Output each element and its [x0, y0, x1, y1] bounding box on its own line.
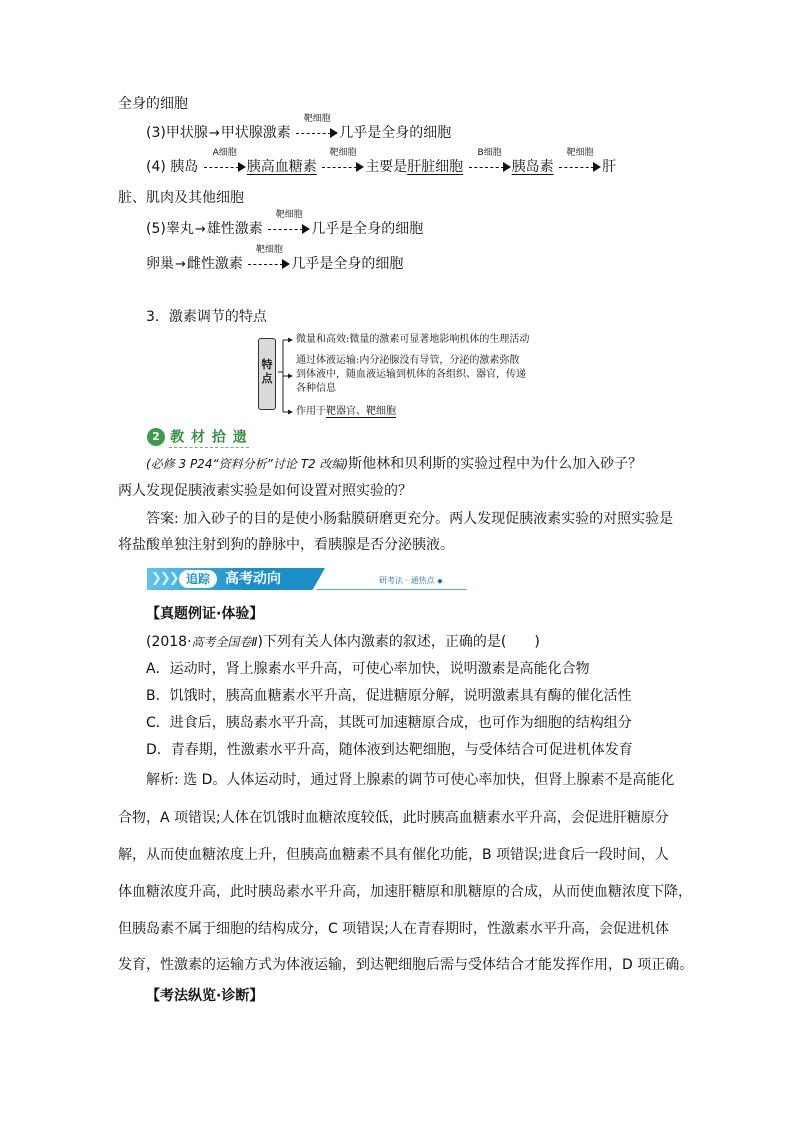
next-section-title: 【考法纵览·诊断】 [146, 988, 264, 1004]
testis-prefix: (5)睾丸 [146, 221, 194, 237]
answer-label: 答案: [146, 511, 179, 527]
feature-item-target: 作用于靶器官、靶细胞 [296, 406, 396, 417]
banner-chevrons: ❯❯❯ [151, 571, 178, 586]
textbook-answer-line2: 将盐酸单独注射到狗的静脉中，看胰腺是否分泌胰液。 [118, 537, 454, 553]
thyroid-hormone: 甲状腺激素 [220, 125, 291, 141]
analysis-line: 体血糖浓度升高，此时胰岛素水平升高，加速肝糖原和肌糖原的合成，从而使血糖浓度下降， [118, 884, 692, 900]
pancreas-prefix: (4) 胰岛 [146, 159, 199, 175]
textbook-question-line1: (必修 3 P24“资料分析”讨论 T2 改编)斯他林和贝利斯的实验过程中为什么加入砂子？ [146, 456, 643, 472]
analysis-line: 但胰岛素不属于细胞的结构成分，C 项错误;人在青春期时，性激素水平升高，会促进机体 [118, 921, 669, 937]
banner-title: 高考动向 [225, 571, 281, 587]
target-cell-arrow-icon: 靶细胞 [559, 160, 601, 174]
ovary-target: 几乎是全身的细胞 [291, 256, 404, 272]
features-box [258, 338, 276, 410]
ovary-prefix: 卵巢 [146, 256, 174, 272]
exam-source-paper: 高考全国卷Ⅱ [191, 635, 258, 649]
option-d: D．青春期，性激素水平升高，随体液到达靶细胞，与受体结合可促进机体发育 [146, 742, 633, 758]
b-cell-arrow-icon: B细胞 [469, 160, 511, 174]
target-cell-arrow-icon: 靶细胞 [322, 160, 364, 174]
glucagon-text: 胰高血糖素 [246, 159, 317, 175]
thyroid-prefix: (3)甲状腺 [146, 125, 208, 141]
diamond-icon: ◆ [437, 577, 443, 585]
banner-right-text: 研考法 · 通热点 ◆ [379, 576, 443, 585]
exam-section-title: 【真题例证·体验】 [146, 606, 264, 622]
pancreas-line [146, 148, 617, 177]
testis-target: 几乎是全身的细胞 [311, 221, 424, 237]
textbook-question-line2: 两人发现促胰液素实验是如何设置对照实验的？ [118, 483, 412, 499]
thyroid-line [146, 114, 452, 144]
analysis-line: 解析: 选 D。人体运动时，通过肾上腺素的调节可使心率加快，但肾上腺素不是高能化 [146, 772, 675, 788]
arrow-icon: → [175, 257, 186, 272]
ovary-hormone: 雌性激素 [186, 256, 243, 272]
text-line-whole-body: 全身的细胞 [118, 96, 188, 112]
features-box-label-2: 点 [261, 372, 273, 385]
a-cell-arrow-icon: A细胞 [204, 160, 246, 174]
liver-cell-text: 肝脏细胞 [407, 159, 464, 175]
textbook-answer-line1: 答案: 加入砂子的目的是使小肠黏膜研磨更充分。两人发现促胰液素实验的对照实验是 [146, 511, 674, 527]
features-box-label-1: 特 [261, 358, 273, 371]
arrow-icon: → [194, 222, 206, 237]
target-cell-arrow-icon: 靶细胞 [268, 222, 310, 236]
target-cell-arrow-icon [296, 114, 338, 140]
option-b: B．饥饿时，胰高血糖素水平升高，促进糖原分解，说明激素具有酶的催化活性 [146, 688, 632, 704]
ovary-line [146, 245, 404, 275]
exam-trend-banner [147, 566, 467, 592]
banner-tag: 追踪 [179, 570, 217, 588]
feature-item-transport: 通过体液运输:内分泌腺没有导管，分泌的激素弥散 到体液中，随血液运输到机体的各组织、器官，传递 各种信息 [296, 355, 526, 394]
features-heading: 3．激素调节的特点 [146, 309, 267, 325]
textbook-source: (必修 3 P24“资料分析”讨论 T2 改编) [146, 457, 349, 471]
insulin-text: 胰岛素 [511, 159, 554, 175]
line-end: 肝 [602, 159, 617, 175]
analysis-line: 发育，性激素的运输方式为体液运输，到达靶细胞后需与受体结合才能发挥作用，D 项正确。 [118, 957, 694, 973]
textbook-heading [147, 426, 248, 448]
text-line-liver-muscle: 脏、肌肉及其他细胞 [118, 190, 244, 206]
textbook-underline [169, 447, 249, 448]
arrow-icon: → [208, 126, 220, 141]
target-prefix: 主要是 [365, 159, 408, 175]
feature-item-trace: 微量和高效:微量的激素可显著地影响机体的生理活动 [296, 334, 530, 345]
textbook-title: 教 材 拾 遗 [170, 429, 248, 446]
analysis-line: 解，从而使血糖浓度上升，但胰高血糖素不具有催化功能，B 项错误;进食后一段时间，人 [118, 847, 669, 863]
exam-question: (2018·高考全国卷Ⅱ)下列有关人体内激素的叙述，正确的是( ) [146, 634, 540, 650]
banner-rule [317, 589, 467, 590]
analysis-line: 合物，A 项错误;人体在饥饿时血糖浓度较低，此时胰高血糖素水平升高，会促进肝糖原分 [118, 810, 669, 826]
badge-icon: 2 [147, 428, 165, 446]
option-a: A．运动时，肾上腺素水平升高，可使心率加快，说明激素是高能化合物 [146, 661, 590, 677]
target-cell-arrow-icon: 靶细胞 [248, 257, 290, 271]
thyroid-target: 几乎是全身的细胞 [339, 125, 452, 141]
features-diagram [258, 334, 578, 420]
testis-line [146, 210, 424, 240]
bracket-lines [276, 334, 296, 420]
testis-hormone: 雄性激素 [206, 221, 263, 237]
option-c: C．进食后，胰岛素水平升高，其既可加速糖原合成，也可作为细胞的结构组分 [146, 715, 632, 731]
arrow-label: 靶细胞 [303, 114, 331, 124]
